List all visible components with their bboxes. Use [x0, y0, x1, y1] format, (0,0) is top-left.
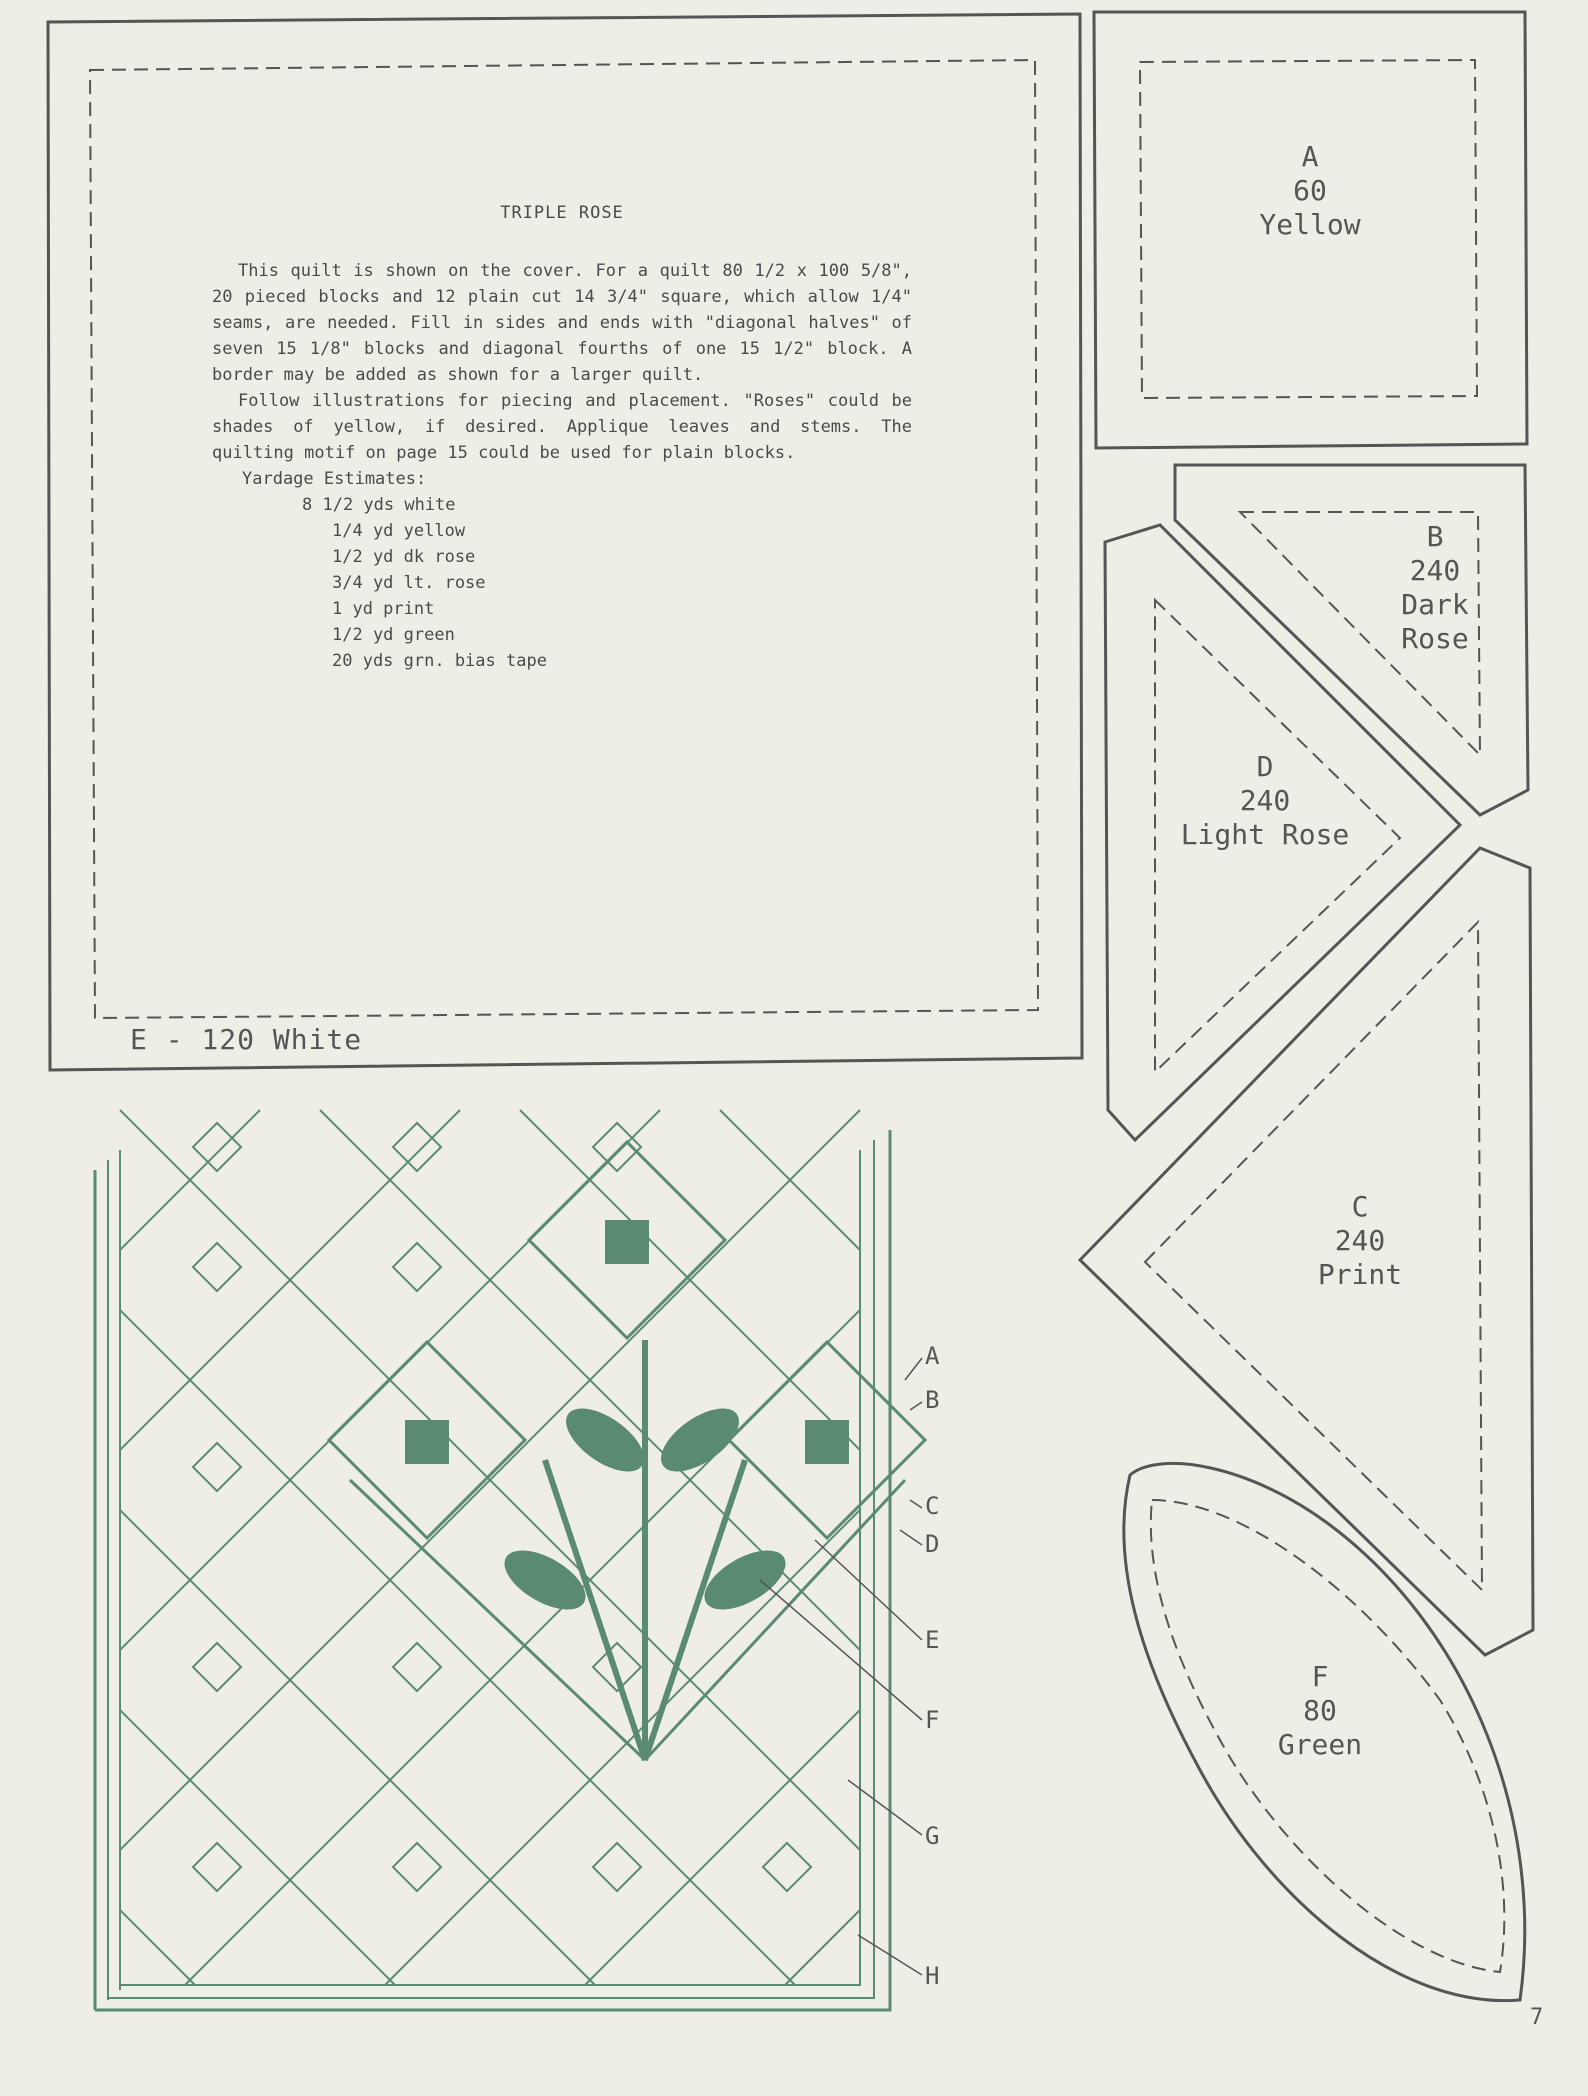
- template-b-color-2: Rose: [1401, 622, 1469, 655]
- template-c-color: Print: [1317, 1258, 1403, 1291]
- yardage-heading: Yardage Estimates:: [242, 469, 427, 489]
- template-a-label: [1210, 140, 1410, 242]
- template-f-letter: F: [1311, 1660, 1329, 1693]
- template-c-letter: C: [1351, 1190, 1369, 1223]
- template-d-color: Light Rose: [1180, 818, 1350, 851]
- template-d-letter: D: [1256, 750, 1274, 783]
- yardage-item: 1/2 yd dk rose: [332, 547, 476, 567]
- template-d-count: 240: [1239, 784, 1291, 817]
- quilt-illustration: [95, 1110, 925, 2010]
- yardage-item: 1/2 yd green: [332, 625, 455, 645]
- legend-label: E: [925, 1626, 940, 1654]
- page-number: 7: [1530, 2005, 1544, 2030]
- template-f-label: [1230, 1660, 1410, 1762]
- yardage-item: 20 yds grn. bias tape: [332, 651, 547, 671]
- template-c-label: [1260, 1190, 1460, 1292]
- template-b-count: 240: [1409, 554, 1461, 587]
- pattern-instructions: [212, 200, 912, 674]
- template-c-count: 240: [1334, 1224, 1386, 1257]
- template-a-letter: A: [1301, 140, 1319, 173]
- legend-label: F: [925, 1706, 940, 1734]
- instructions-paragraph-2: Follow illustrations for piecing and placement. "Roses" could be shades of yellow, if desired. Applique leaves and stems. The quilting motif on page 15 could be used for plain blocks.: [212, 391, 912, 463]
- template-f-count: 80: [1303, 1694, 1337, 1727]
- legend-label: A: [925, 1342, 940, 1370]
- template-a-count: 60: [1293, 174, 1327, 207]
- template-f-color: Green: [1277, 1728, 1363, 1761]
- template-a-color: Yellow: [1259, 208, 1361, 241]
- yardage-item: 8 1/2 yds white: [302, 495, 456, 515]
- template-e-label: E - 120 White: [130, 1023, 363, 1056]
- legend-label: B: [925, 1386, 940, 1414]
- instructions-paragraph-1: This quilt is shown on the cover. For a quilt 80 1/2 x 100 5/8", 20 pieced blocks and 12 plain cut 14 3/4" square, which allow 1/4" seams, are needed. Fill in sides and ends with "diagonal halves" of seven 15 1/8" blocks and diagonal fourths of one 15 1/2" block. A border may be added as shown for a larger quilt.: [212, 261, 912, 385]
- yardage-item: 1/4 yd yellow: [332, 521, 466, 541]
- yardage-item: 1 yd print: [332, 599, 435, 619]
- template-d-label: [1150, 750, 1380, 852]
- template-b-color-1: Dark: [1401, 588, 1469, 621]
- legend-label: D: [925, 1530, 940, 1558]
- legend-label: G: [925, 1822, 940, 1850]
- legend-label: C: [925, 1492, 940, 1520]
- yardage-item: 3/4 yd lt. rose: [332, 573, 486, 593]
- legend-label: H: [925, 1962, 940, 1990]
- pattern-title: TRIPLE ROSE: [500, 203, 624, 223]
- template-b-letter: B: [1426, 520, 1444, 553]
- template-b-label: [1375, 520, 1495, 656]
